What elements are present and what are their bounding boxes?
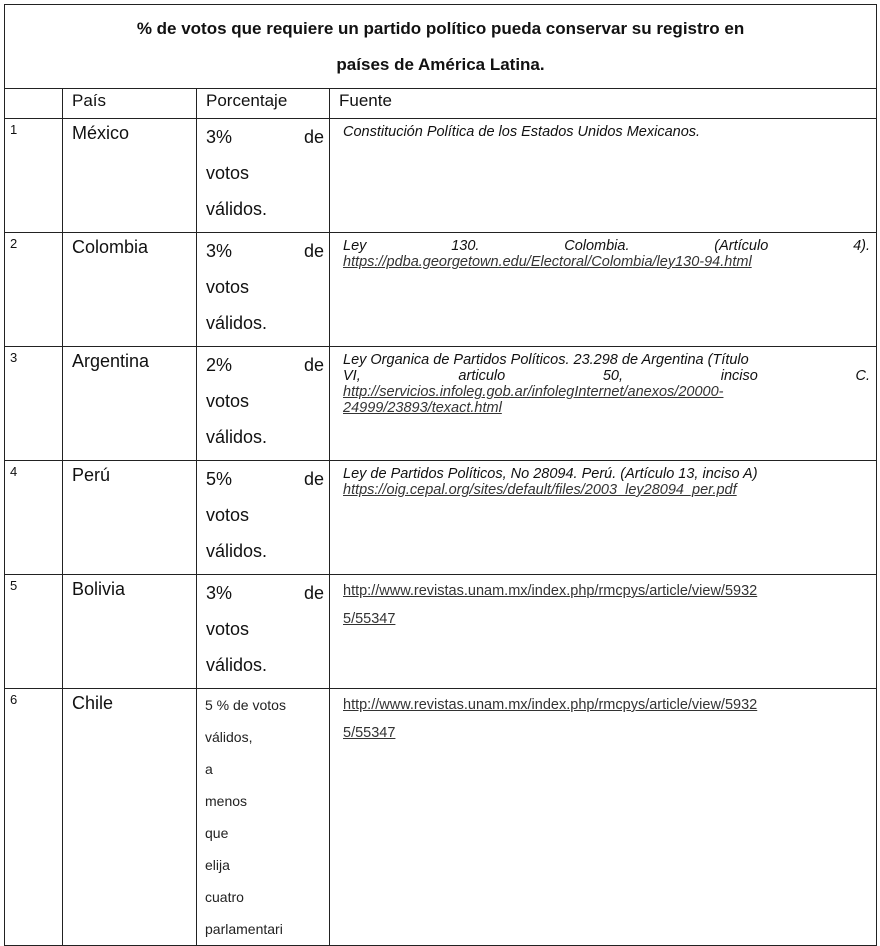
pct-word: válidos.: [206, 199, 268, 219]
pct-word: válidos.: [206, 655, 268, 675]
country-cell: Perú: [63, 461, 197, 575]
pct-word: válidos,: [205, 729, 253, 745]
title-line-2: países de América Latina.: [336, 55, 545, 74]
pct-word: elija: [205, 857, 230, 873]
percentage-cell: [197, 461, 330, 575]
pct-word: de: [303, 355, 324, 375]
pct-line: 5 % de votos: [205, 697, 286, 713]
source-text: [343, 238, 870, 254]
source-cell: [330, 575, 877, 689]
pct-word: menos: [205, 793, 248, 809]
pct-word: de: [303, 583, 324, 603]
pct-word: válidos.: [206, 313, 268, 333]
source-link-part: 5/55347: [343, 725, 396, 741]
source-word: articulo: [458, 368, 506, 384]
source-text: Constitución Política de los Estados Unidos Mexicanos.: [343, 124, 701, 140]
percentage-cell: [197, 233, 330, 347]
pct-word: que: [205, 825, 229, 841]
source-link[interactable]: https://pdba.georgetown.edu/Electoral/Colombia/ley130-94.html: [343, 254, 752, 270]
header-num: [5, 89, 63, 119]
header-country: País: [63, 89, 197, 119]
pct-word: votos: [206, 505, 250, 525]
pct-word: votos: [206, 391, 250, 411]
percentage-cell: [197, 689, 330, 946]
source-cell: [330, 347, 877, 461]
source-text: Ley de Partidos Políticos, No 28094. Perú. (Artículo 13, inciso A): [343, 466, 758, 482]
source-link-part: http://www.revistas.unam.mx/index.php/rmcpys/article/view/5932: [343, 697, 758, 713]
source-cell: [330, 119, 877, 233]
source-link[interactable]: [343, 691, 868, 747]
pct-line: parlamentari: [205, 921, 283, 937]
source-word: 130.: [451, 238, 480, 254]
pct-word: cuatro: [205, 889, 244, 905]
source-cell: [330, 233, 877, 347]
title-line-1: % de votos que requiere un partido político pueda conservar su registro en: [136, 19, 745, 38]
header-row: [5, 89, 877, 119]
source-cell: [330, 689, 877, 946]
source-word: VI,: [343, 368, 361, 384]
table-row: [5, 461, 877, 575]
pct-word: válidos.: [206, 427, 268, 447]
pct-value: 3%: [206, 241, 233, 261]
country-cell: Colombia: [63, 233, 197, 347]
pct-value: 2%: [206, 355, 233, 375]
country-cell: Bolivia: [63, 575, 197, 689]
source-word: (Artículo: [714, 238, 769, 254]
row-number: 3: [5, 347, 63, 461]
pct-word: a: [205, 761, 213, 777]
row-number: 2: [5, 233, 63, 347]
table-row: [5, 575, 877, 689]
source-text: Ley Organica de Partidos Políticos. 23.298 de Argentina (Título: [343, 352, 749, 368]
pct-word: votos: [206, 277, 250, 297]
pct-word: de: [303, 127, 324, 147]
source-link-part: 5/55347: [343, 611, 396, 627]
source-link-part: http://servicios.infoleg.gob.ar/infolegInternet/anexos/20000-: [343, 384, 724, 400]
source-word: 4).: [853, 238, 871, 254]
country-cell: México: [63, 119, 197, 233]
source-word: 50,: [602, 368, 624, 384]
table-row: [5, 347, 877, 461]
table-row: [5, 233, 877, 347]
country-cell: Argentina: [63, 347, 197, 461]
source-link[interactable]: [343, 384, 870, 416]
table-row: [5, 689, 877, 946]
source-link-part: 24999/23893/texact.html: [343, 400, 502, 416]
row-number: 5: [5, 575, 63, 689]
source-word: C.: [855, 368, 870, 384]
percentage-cell: [197, 575, 330, 689]
row-number: 6: [5, 689, 63, 946]
source-word: Ley: [343, 238, 367, 254]
pct-word: votos: [206, 163, 250, 183]
pct-word: de: [303, 241, 324, 261]
row-number: 4: [5, 461, 63, 575]
percentage-cell: [197, 347, 330, 461]
country-cell: Chile: [63, 689, 197, 946]
source-word: Colombia.: [564, 238, 630, 254]
table-row: [5, 119, 877, 233]
pct-word: válidos.: [206, 541, 268, 561]
table-title: [5, 5, 877, 89]
source-word: inciso: [720, 368, 758, 384]
pct-value: 5%: [206, 469, 233, 489]
header-source: Fuente: [330, 89, 877, 119]
percentage-cell: [197, 119, 330, 233]
source-link[interactable]: https://oig.cepal.org/sites/default/files/2003_ley28094_per.pdf: [343, 482, 737, 498]
source-text: [343, 368, 870, 384]
pct-value: 3%: [206, 583, 233, 603]
pct-word: de: [303, 469, 324, 489]
source-link-part: http://www.revistas.unam.mx/index.php/rmcpys/article/view/5932: [343, 583, 758, 599]
source-cell: [330, 461, 877, 575]
row-number: 1: [5, 119, 63, 233]
pct-word: votos: [206, 619, 250, 639]
vote-threshold-table: [4, 4, 877, 946]
pct-value: 3%: [206, 127, 233, 147]
source-link[interactable]: [343, 577, 868, 633]
header-percentage: Porcentaje: [197, 89, 330, 119]
